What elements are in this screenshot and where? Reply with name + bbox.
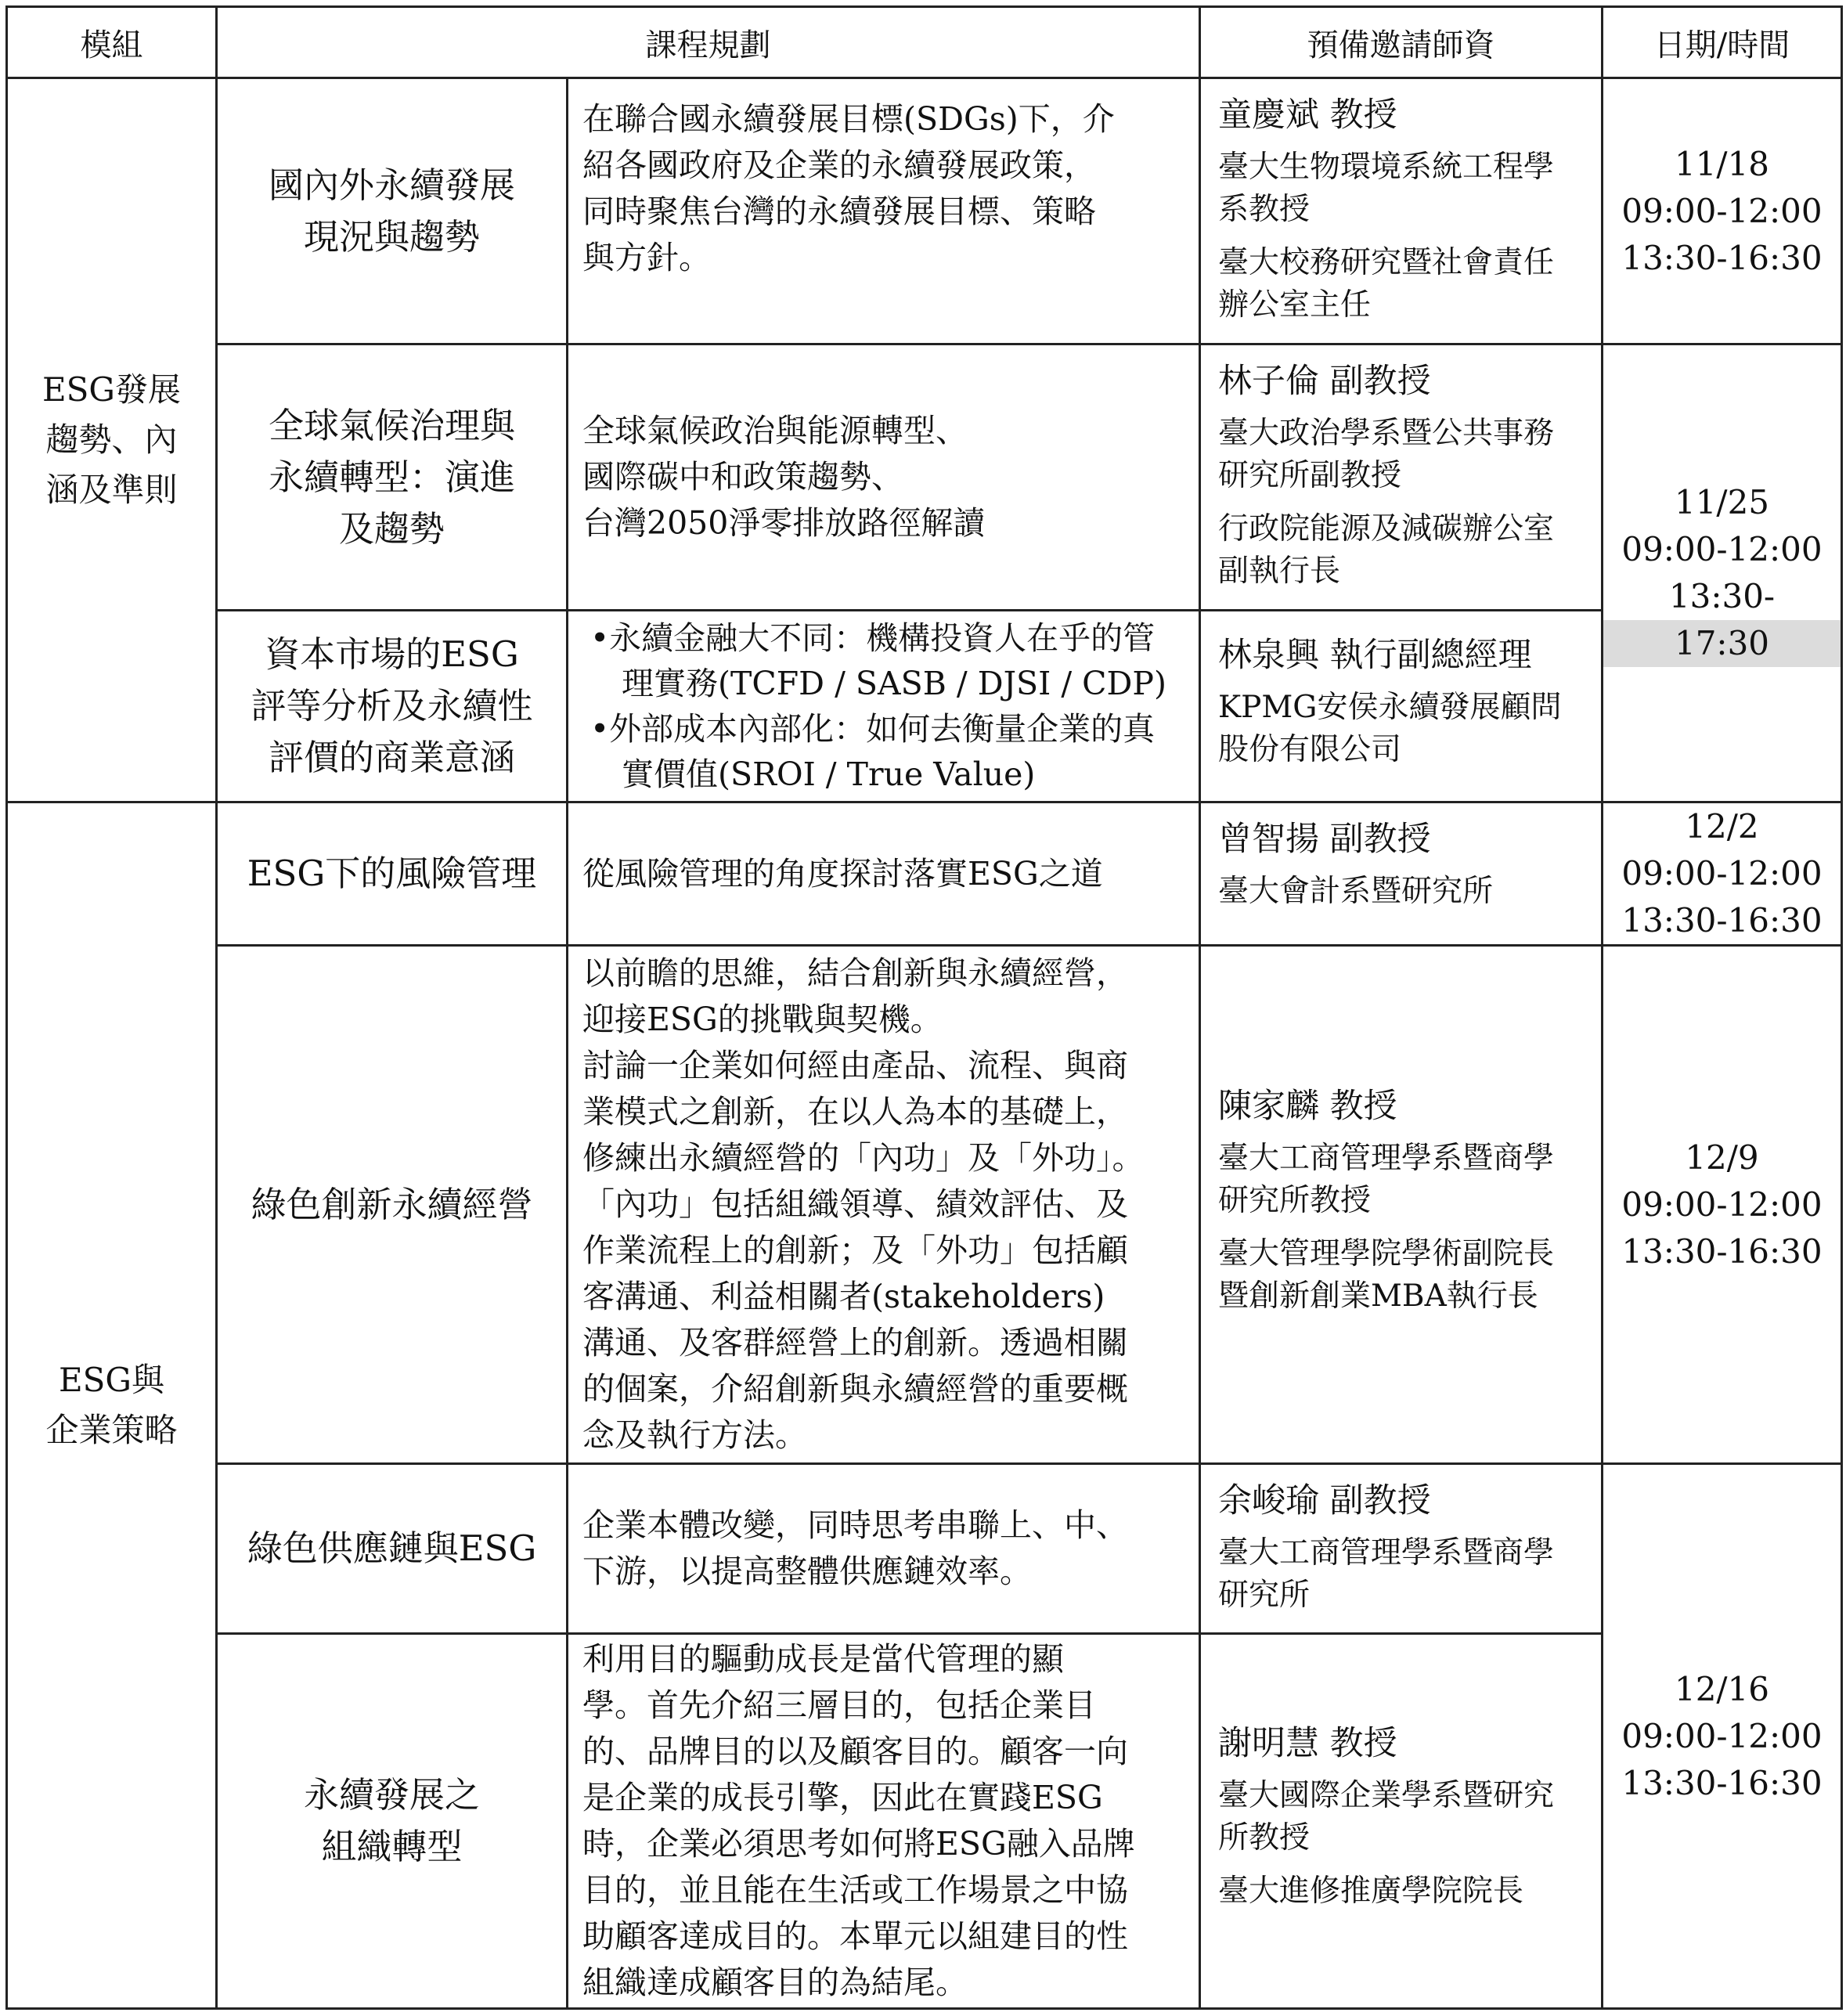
table-row xyxy=(7,1464,1842,1634)
affiliation-line: 臺大會計系暨研究所 xyxy=(1218,874,1494,909)
teacher-cell xyxy=(1200,1464,1603,1634)
time-am: 09:00-12:00 xyxy=(1621,530,1823,568)
header-course: 課程規劃 xyxy=(217,7,1200,78)
date-cell xyxy=(1603,344,1842,802)
affiliation-line: 臺大生物環境系統工程學 xyxy=(1218,150,1555,185)
teacher-name: 曾智揚 副教授 xyxy=(1218,820,1431,859)
time-am: 09:00-12:00 xyxy=(1621,1716,1823,1755)
module-line: ESG發展 xyxy=(42,370,181,409)
teacher-cell xyxy=(1200,78,1603,344)
teacher-cell xyxy=(1200,1634,1603,2009)
desc-line: 是企業的成長引擎，因此在實踐ESG xyxy=(582,1779,1103,1816)
course-title-cell xyxy=(217,78,568,344)
table-row xyxy=(7,1634,1842,2009)
teacher-affiliation xyxy=(1218,1233,1584,1318)
affiliation-line: KPMG安侯永續發展顧問 xyxy=(1218,690,1562,725)
header-teachers: 預備邀請師資 xyxy=(1200,7,1603,78)
teacher-affiliation xyxy=(1218,1775,1584,1859)
teacher-affiliation xyxy=(1218,413,1584,497)
affiliation-line: 行政院能源及減碳辦公室 xyxy=(1218,511,1555,546)
course-title-line: 永續發展之 xyxy=(303,1774,480,1816)
teacher-cell xyxy=(1200,802,1603,946)
time-pm: 13:30-16:30 xyxy=(1621,1232,1823,1271)
desc-line: 學。首先介紹三層目的，包括企業目 xyxy=(582,1686,1096,1724)
time-am: 09:00-12:00 xyxy=(1621,191,1823,230)
module-cell xyxy=(7,802,217,2009)
time-pm xyxy=(1603,573,1841,667)
desc-line: 在聯合國永續發展目標(SDGs)下，介 xyxy=(582,100,1115,138)
desc-line: 台灣2050淨零排放路徑解讀 xyxy=(582,504,986,542)
time-pm: 13:30-16:30 xyxy=(1621,238,1823,277)
course-description-cell xyxy=(568,1464,1200,1634)
table-row xyxy=(7,344,1842,611)
course-title-cell xyxy=(217,946,568,1464)
desc-line: 目的，並且能在生活或工作場景之中協 xyxy=(582,1871,1128,1909)
header-module: 模組 xyxy=(7,7,217,78)
course-title-cell xyxy=(217,1634,568,2009)
table-row xyxy=(7,946,1842,1464)
course-title-line: 評等分析及永續性 xyxy=(251,685,533,727)
course-title-line: 綠色供應鏈與ESG xyxy=(247,1527,537,1569)
desc-line: 溝通、及客群經營上的創新。透過相關 xyxy=(582,1324,1128,1361)
desc-line: 與方針。 xyxy=(582,239,711,276)
desc-line: 下游，以提高整體供應鏈效率。 xyxy=(582,1553,1032,1590)
course-title-cell xyxy=(217,611,568,802)
teacher-affiliation xyxy=(1218,687,1584,771)
course-title-cell xyxy=(217,1464,568,1634)
teacher-affiliation xyxy=(1218,1532,1584,1617)
affiliation-line: 所教授 xyxy=(1218,1820,1311,1856)
date-cell xyxy=(1603,802,1842,946)
desc-line: 迎接ESG的挑戰與契機。 xyxy=(582,1001,943,1038)
desc-line: 討論一企業如何經由產品、流程、與商 xyxy=(582,1047,1128,1084)
course-title-line: 組織轉型 xyxy=(321,1826,463,1867)
course-description-cell xyxy=(568,344,1200,611)
teacher-cell xyxy=(1200,611,1603,802)
desc-line: 助顧客達成目的。本單元以組建目的性 xyxy=(582,1917,1128,1955)
affiliation-line: 臺大政治學系暨公共事務 xyxy=(1218,416,1555,451)
module-line: 趨勢、內 xyxy=(45,420,178,459)
table-row xyxy=(7,611,1842,802)
header-datetime: 日期/時間 xyxy=(1603,7,1842,78)
course-title-cell xyxy=(217,802,568,946)
affiliation-line: 暨創新創業MBA執行長 xyxy=(1218,1278,1538,1314)
date-text: 12/16 xyxy=(1674,1669,1770,1708)
desc-line: 修練出永續經營的「內功」及「外功」。 xyxy=(582,1139,1145,1177)
affiliation-line: 辦公室主任 xyxy=(1218,287,1372,323)
teacher-name: 林子倫 副教授 xyxy=(1218,362,1431,401)
date-cell xyxy=(1603,1464,1842,2009)
teacher-affiliation xyxy=(1218,508,1584,593)
desc-line: 客溝通、利益相關者(stakeholders) xyxy=(582,1278,1105,1315)
desc-line: 企業本體改變，同時思考串聯上、中、 xyxy=(582,1506,1128,1544)
date-text: 12/2 xyxy=(1685,807,1759,846)
affiliation-line: 研究所教授 xyxy=(1218,1182,1372,1218)
desc-bullet: •外部成本內部化：如何去衡量企業的真實價值(SROI / True Value) xyxy=(590,710,1156,793)
affiliation-line: 臺大國際企業學系暨研究 xyxy=(1218,1778,1555,1813)
desc-line: 全球氣候政治與能源轉型、 xyxy=(582,412,968,449)
affiliation-line: 研究所副教授 xyxy=(1218,458,1402,493)
module-line: ESG與 xyxy=(59,1361,164,1399)
table-row xyxy=(7,802,1842,946)
desc-line: 的、品牌目的以及顧客目的。顧客一向 xyxy=(582,1733,1128,1770)
teacher-name: 童慶斌 教授 xyxy=(1218,96,1397,135)
date-text: 11/25 xyxy=(1674,483,1770,521)
course-description-cell xyxy=(568,611,1200,802)
time-am: 09:00-12:00 xyxy=(1621,854,1823,893)
affiliation-line: 臺大工商管理學系暨商學 xyxy=(1218,1535,1555,1571)
desc-line: 作業流程上的創新；及「外功」包括顧 xyxy=(582,1232,1128,1269)
course-title-line: 永續轉型：演進 xyxy=(268,456,515,498)
affiliation-line: 系教授 xyxy=(1218,192,1311,227)
course-title-line: 國內外永續發展 xyxy=(268,164,515,206)
desc-line: 念及執行方法。 xyxy=(582,1416,807,1454)
affiliation-line: 臺大管理學院學術副院長 xyxy=(1218,1235,1555,1271)
desc-line: 「內功」包括組織領導、績效評估、及 xyxy=(582,1185,1128,1223)
time-am: 09:00-12:00 xyxy=(1621,1185,1823,1224)
affiliation-line: 研究所 xyxy=(1218,1578,1311,1613)
desc-line: 從風險管理的角度探討落實ESG之道 xyxy=(582,854,1103,893)
course-schedule-table xyxy=(5,5,1843,2010)
teacher-name: 謝明慧 教授 xyxy=(1218,1724,1397,1763)
desc-line: 業模式之創新，在以人為本的基礎上， xyxy=(582,1093,1128,1131)
date-text: 12/9 xyxy=(1685,1138,1759,1177)
teacher-cell xyxy=(1200,946,1603,1464)
course-title-line: 資本市場的ESG xyxy=(265,633,519,675)
date-text: 11/18 xyxy=(1674,144,1770,183)
desc-line: 的個案，介紹創新與永續經營的重要概 xyxy=(582,1370,1128,1408)
teacher-name: 林泉興 執行副總經理 xyxy=(1218,636,1532,675)
course-title-line: 評價的商業意涵 xyxy=(268,737,515,778)
desc-line: 同時聚焦台灣的永續發展目標、策略 xyxy=(582,193,1096,230)
module-line: 涵及準則 xyxy=(45,471,178,509)
date-cell xyxy=(1603,78,1842,344)
course-title-cell xyxy=(217,344,568,611)
teacher-cell xyxy=(1200,344,1603,611)
affiliation-line: 臺大工商管理學系暨商學 xyxy=(1218,1140,1555,1176)
course-description-cell xyxy=(568,946,1200,1464)
module-cell xyxy=(7,78,217,802)
time-pm: 13:30-16:30 xyxy=(1621,1763,1823,1802)
course-description-cell xyxy=(568,78,1200,344)
teacher-name: 陳家麟 教授 xyxy=(1218,1086,1397,1126)
course-title-line: 及趨勢 xyxy=(338,507,445,550)
course-title-line: ESG下的風險管理 xyxy=(247,853,537,894)
desc-line: 紹各國政府及企業的永續發展政策， xyxy=(582,146,1096,184)
desc-line: 以前瞻的思維，結合創新與永續經營， xyxy=(582,954,1128,992)
desc-line: 利用目的驅動成長是當代管理的顯 xyxy=(582,1640,1064,1678)
affiliation-line: 臺大校務研究暨社會責任 xyxy=(1218,245,1555,280)
desc-bullet: •永續金融大不同：機構投資人在乎的管理實務(TCFD / SASB / DJSI / CDP) xyxy=(590,619,1166,702)
date-cell xyxy=(1603,946,1842,1464)
time-pm: 13:30-16:30 xyxy=(1621,901,1823,939)
teacher-affiliation xyxy=(1218,1870,1584,1913)
teacher-name: 余峻瑜 副教授 xyxy=(1218,1481,1431,1520)
course-title-line: 現況與趨勢 xyxy=(303,215,480,258)
course-description-cell xyxy=(568,802,1200,946)
desc-line: 時，企業必須思考如何將ESG融入品牌 xyxy=(582,1825,1135,1863)
header-row xyxy=(7,7,1842,78)
course-description-cell xyxy=(568,1634,1200,2009)
teacher-affiliation xyxy=(1218,242,1584,326)
teacher-affiliation xyxy=(1218,871,1584,913)
affiliation-line: 臺大進修推廣學院院長 xyxy=(1218,1874,1524,1909)
affiliation-line: 股份有限公司 xyxy=(1218,732,1402,767)
time-pm-start: 13:30- xyxy=(1668,577,1776,615)
time-pm-end-highlighted: 17:30 xyxy=(1603,620,1841,667)
teacher-affiliation xyxy=(1218,1138,1584,1222)
teacher-affiliation xyxy=(1218,146,1584,231)
desc-line: 組織達成顧客目的為結尾。 xyxy=(582,1964,968,2001)
module-line: 企業策略 xyxy=(45,1411,178,1449)
course-title-line: 綠色創新永續經營 xyxy=(251,1183,533,1225)
desc-line: 國際碳中和政策趨勢、 xyxy=(582,458,903,496)
course-title-line: 全球氣候治理與 xyxy=(268,404,515,446)
affiliation-line: 副執行長 xyxy=(1218,554,1341,589)
table-row xyxy=(7,78,1842,344)
